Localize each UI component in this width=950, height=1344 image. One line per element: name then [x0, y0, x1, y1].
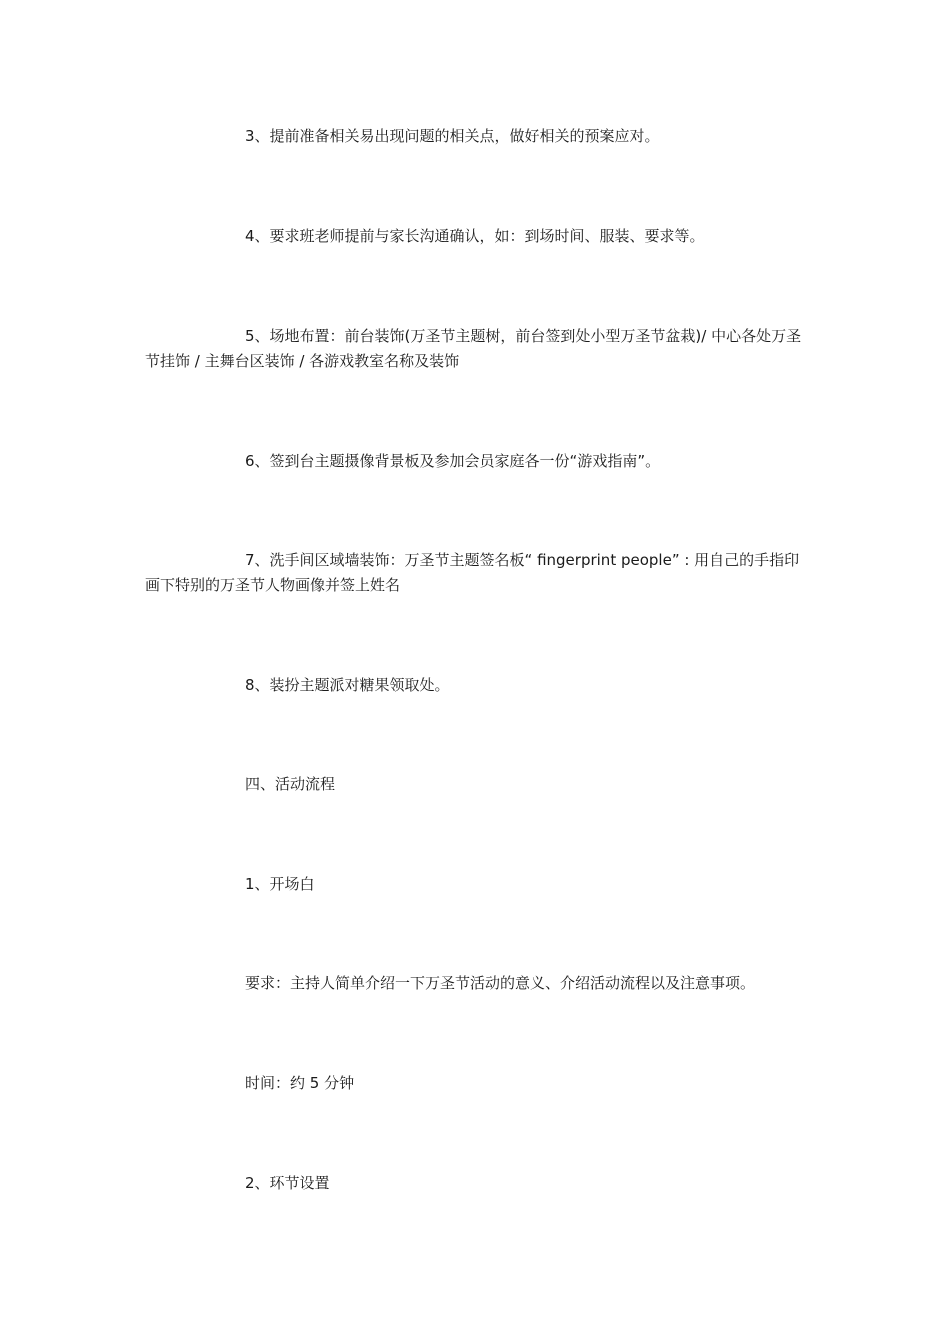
- paragraph-restroom-decor: 7、洗手间区域墙装饰：万圣节主题签名板“ fingerprint people” : 用自己的手指印画下特别的万圣节人物画像并签上姓名: [145, 551, 800, 594]
- subheading-opening-remarks: 1、开场白: [245, 875, 315, 893]
- paragraph-teacher-parent-communication: 4、要求班老师提前与家长沟通确认，如：到场时间、服装、要求等。: [245, 227, 705, 245]
- paragraph-opening-requirements: 要求：主持人简单介绍一下万圣节活动的意义、介绍活动流程以及注意事项。: [245, 974, 756, 992]
- paragraph-candy-station: 8、装扮主题派对糖果领取处。: [245, 676, 450, 694]
- paragraph-signin-backdrop: 6、签到台主题摄像背景板及参加会员家庭各一份“游戏指南”。: [245, 452, 661, 470]
- paragraph-opening-duration: 时间：约 5 分钟: [245, 1074, 355, 1092]
- section-heading-activity-flow: 四、活动流程: [245, 775, 336, 793]
- paragraph-prep-points: 3、提前准备相关易出现问题的相关点，做好相关的预案应对。: [245, 127, 660, 145]
- paragraph-venue-layout: 5、场地布置：前台装饰(万圣节主题树，前台签到处小型万圣节盆栽)/ 中心各处万圣节挂饰 / 主舞台区装饰 / 各游戏教室名称及装饰: [145, 327, 802, 370]
- subheading-session-setup: 2、环节设置: [245, 1174, 330, 1192]
